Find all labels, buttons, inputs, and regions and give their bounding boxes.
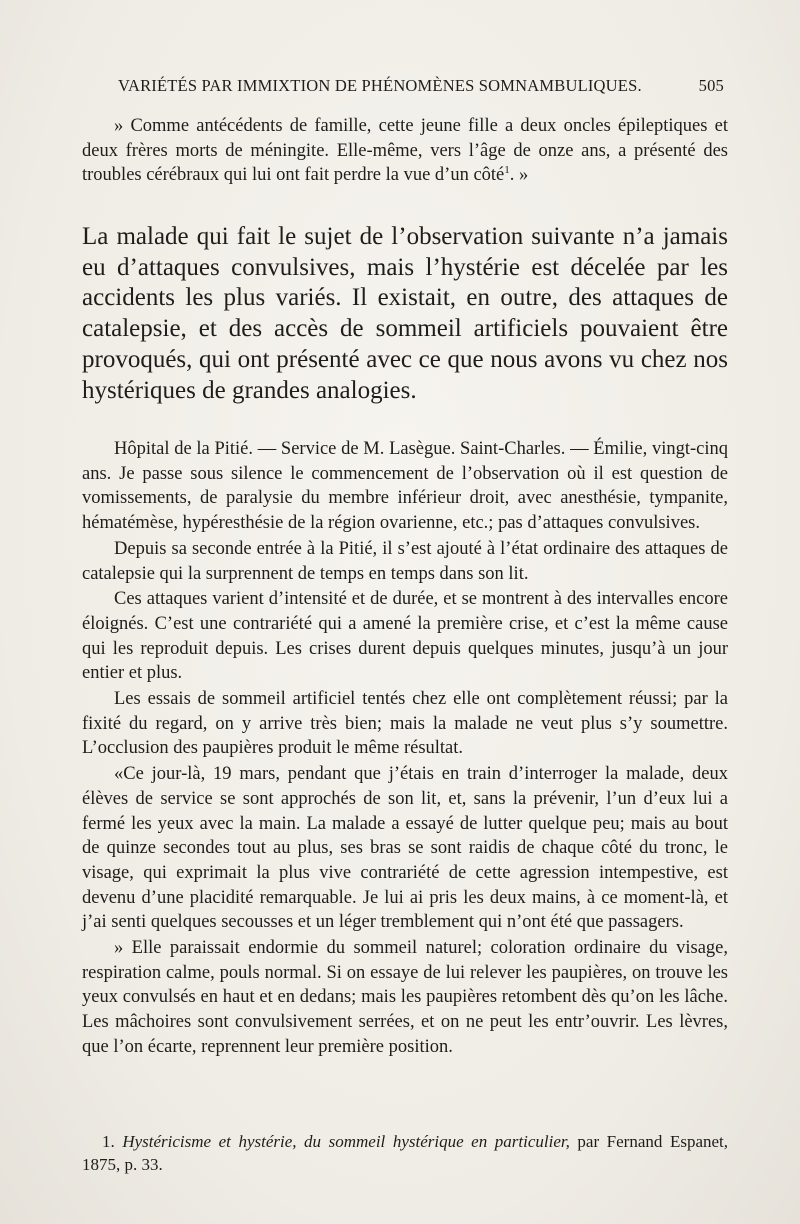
intro-text: La malade qui fait le sujet de l’observation suivante n’a jamais eu d’attaques convulsives, mais l’hystérie est décelée par les accidents les plus variés. Il existait, en outre, des attaques de catalepsie, et des accès de sommeil artificiels pouvaient être provoqués, qui ont présenté avec ce que nous avons vu chez nos hystériques de grandes analogies.	[82, 223, 728, 404]
footnote	[82, 1130, 728, 1176]
introduction-paragraph	[82, 222, 728, 406]
quote-paragraph	[82, 114, 728, 188]
page-number: 505	[698, 76, 724, 95]
page-header	[118, 76, 724, 100]
footnote-citation: par Fernand Espanet, 1875, p. 33.	[82, 1132, 729, 1174]
observation-paragraph: Hôpital de la Pitié. — Service de M. Lasègue. Saint-Charles. — Émilie, vingt-cinq ans. Je passe sous silence le commencement de l’observation où il est question de vomissements, de paralysie du membre inférieur droit, avec anesthésie, tympanite, hématémèse, hypéresthésie de la région ovarienne, etc.; pas d’attaques convulsives.	[82, 439, 728, 534]
observation-paragraph: Depuis sa seconde entrée à la Pitié, il s’est ajouté à l’état ordinaire des attaques de catalepsie qui la surprennent de temps en temps dans son lit.	[82, 538, 728, 584]
running-title: VARIÉTÉS PAR IMMIXTION DE PHÉNOMÈNES SOMNAMBULIQUES.	[118, 76, 642, 95]
quote-closing: . »	[509, 165, 529, 186]
footnote-reference: 1	[504, 164, 510, 177]
observation-paragraph: Les essais de sommeil artificiel tentés chez elle ont complètement réussi; par la fixité du regard, on y arrive très bien; mais la malade ne veut plus s’y soumettre. L’occlusion des paupières produit le même résultat.	[82, 689, 728, 759]
observation-paragraph: Ces attaques varient d’intensité et de durée, et se montrent à des intervalles encore éloignés. C’est une contrariété qui a amené la première crise, et c’est la même cause qui les reproduit depuis. Les crises durent depuis quelques minutes, jusqu’à un jour entier et plus.	[82, 589, 728, 684]
footnote-title: Hystéricisme et hystérie, du sommeil hystérique en particulier,	[122, 1132, 570, 1151]
footnote-text	[82, 1130, 728, 1176]
quote-text: » Comme antécédents de famille, cette jeune fille a deux oncles épileptiques et deux frères morts de méningite. Elle-même, vers l’âge de onze ans, a présenté des troubles cérébraux qui lui ont fait perdre la vue d’un côté	[82, 116, 728, 186]
observation-paragraph: » Elle paraissait endormie du sommeil naturel; coloration ordinaire du visage, respiration calme, pouls normal. Si on essaye de lui relever les paupières, on trouve les yeux convulsés en haut et en dedans; mais les paupières retombent dès qu’on les lâche. Les mâchoires sont convulsivement serrées, et on ne peut les entr’ouvrir. Les lèvres, que l’on écarte, reprennent leur première position.	[82, 938, 728, 1057]
footnote-number: 1.	[102, 1132, 115, 1151]
observation-body	[82, 437, 728, 1061]
family-history-quote	[82, 114, 728, 188]
observation-paragraph: «Ce jour-là, 19 mars, pendant que j’étais en train d’interroger la malade, deux élèves de service se sont approchés de son lit, et, sans la prévenir, l’un d’eux lui a fermé les yeux avec la main. La malade a essayé de lutter quelque peu; mais au bout de quinze secondes tout au plus, ses bras se sont raidis de chaque côté du tronc, le visage, qui exprimait la plus vive contrariété de cette agression intempestive, est devenu d’une placidité remarquable. Je lui ai pris les deux mains, à ce moment-là, et j’ai senti quelques secousses et un léger tremblement qui n’ont été que passagers.	[82, 764, 728, 933]
